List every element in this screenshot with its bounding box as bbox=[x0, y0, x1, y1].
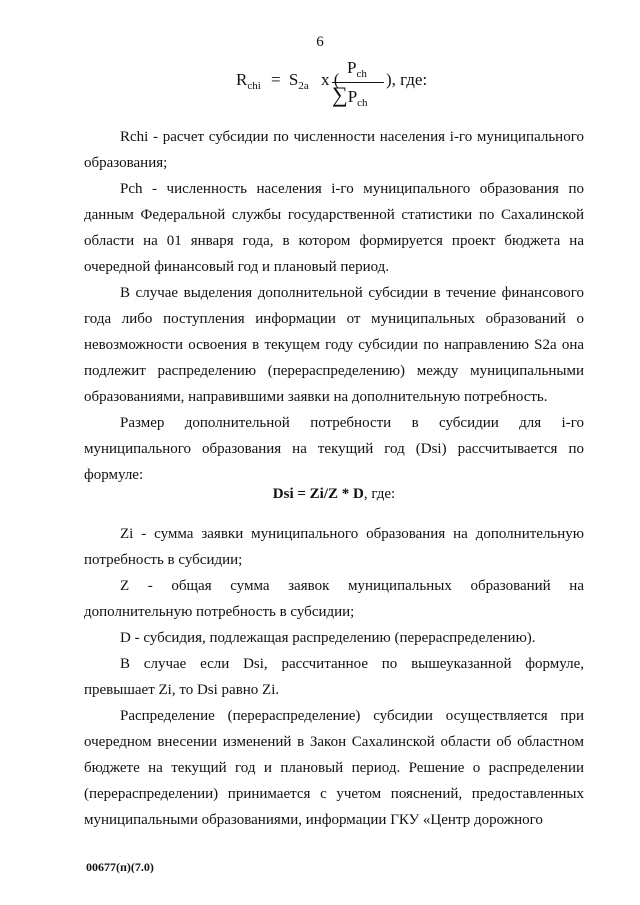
page-number: 6 bbox=[316, 34, 324, 50]
dsi-formula bbox=[84, 486, 584, 503]
formula-s-sub: 2a bbox=[298, 80, 309, 92]
formula-sigma: ∑ bbox=[332, 82, 348, 107]
document-code: 00677(п)(7.0) bbox=[86, 860, 154, 874]
paragraph-distribution: Распределение (перераспределение) субсидии осуществляется при очередном внесении изменений в Закон Сахалинской области об областном бюджете на текущий год и плановый период. Решение о распределении (перераспределении) принимается с учетом пояснений, предоставленных муниципальными образованиями, информации ГКУ «Центр дорожного bbox=[84, 708, 584, 828]
paragraph-z: Z - общая сумма заявок муниципальных образований на дополнительную потребность в субсидии; bbox=[84, 578, 584, 620]
dsi-formula-bold: Dsi = Zi/Z * D bbox=[272, 486, 364, 502]
formula-numerator: P bbox=[347, 58, 357, 77]
paragraph-d: D - субсидия, подлежащая распределению (перераспределению). bbox=[120, 630, 536, 646]
paragraph-pch: Pch - численность населения i-го муниципального образования по данным Федеральной службы государственной статистики по Сахалинской области на 01 января года, в котором формируется проект бюджета на очередной финансовый год и плановый период. bbox=[84, 181, 584, 275]
formula-lhs-sub: chi bbox=[247, 80, 261, 92]
paragraph-zi: Zi - сумма заявки муниципального образования на дополнительную потребность в субсидии; bbox=[84, 526, 584, 568]
paragraph-dsi-exceeds: В случае если Dsi, рассчитанное по вышеуказанной формуле, превышает Zi, то Dsi равно Zi. bbox=[84, 656, 584, 698]
paragraph-additional-subsidy: В случае выделения дополнительной субсидии в течение финансового года либо поступления информации от муниципальных образований о невозможности освоения в текущем году субсидии по направлению S2a она подлежит распределению (перераспределению) между муниципальными образованиями, направившими заявки на дополнительную потребность. bbox=[84, 285, 584, 405]
formula-equals: = bbox=[271, 70, 281, 89]
formula-numerator-sub: ch bbox=[356, 68, 367, 80]
dsi-formula-tail: , где: bbox=[363, 486, 396, 502]
formula-denominator: P bbox=[347, 87, 358, 106]
body-text-top bbox=[84, 124, 584, 488]
paragraph-rchi: Rchi - расчет субсидии по численности населения i-го муниципального образования; bbox=[84, 129, 584, 171]
formula-lhs: R bbox=[236, 70, 248, 89]
paragraph-dsi-size: Размер дополнительной потребности в субсидии для i-го муниципального образования на текущий год (Dsi) рассчитывается по формуле: bbox=[84, 415, 584, 483]
formula-x: x ( bbox=[321, 70, 340, 89]
formula-s: S bbox=[288, 70, 299, 89]
formula-denominator-sub: ch bbox=[357, 97, 368, 109]
body-text-bottom bbox=[84, 521, 584, 833]
formula-tail: ), где: bbox=[386, 70, 428, 89]
